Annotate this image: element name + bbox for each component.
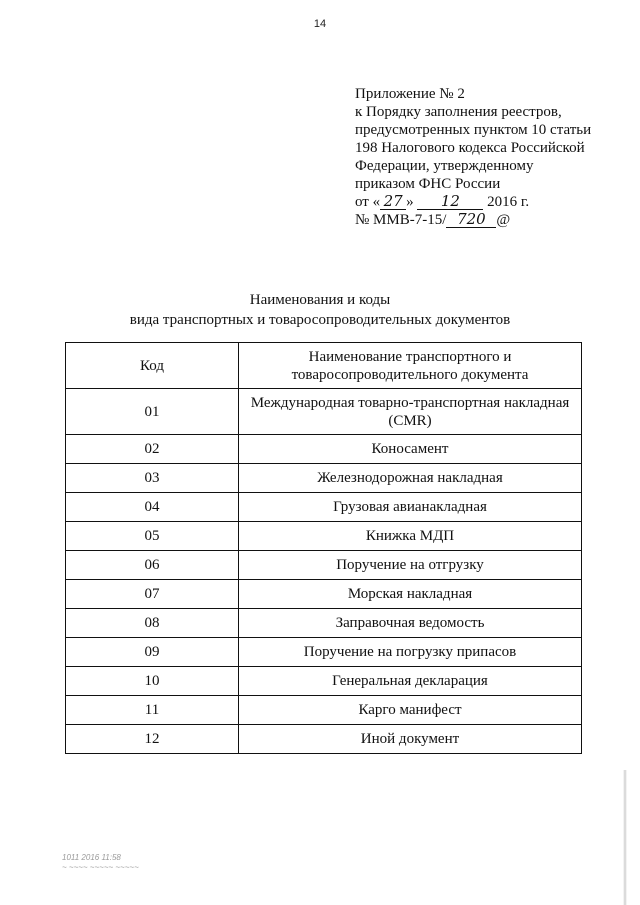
cell-name: Грузовая авианакладная [239,493,582,522]
table-row [66,551,582,580]
codes-table [65,342,582,754]
cell-code: 11 [66,696,239,725]
appendix-order-number [355,211,591,229]
date-year: 2016 г. [487,194,530,210]
table-header-row [66,343,582,389]
table-row [66,667,582,696]
cell-name: Карго манифест [239,696,582,725]
table-row [66,638,582,667]
number-suffix: @ [496,212,511,228]
cell-name: Поручение на отгрузку [239,551,582,580]
page-number: 14 [313,18,327,30]
cell-code: 01 [66,389,239,435]
header-code: Код [66,343,239,389]
cell-code: 05 [66,522,239,551]
header-name-line: товаросопроводительного документа [291,366,529,383]
appendix-line: Федерации, утвержденному [355,158,534,174]
cell-name: Коносамент [239,435,582,464]
cell-code: 03 [66,464,239,493]
appendix-line: к Порядку заполнения реестров, [355,104,562,120]
cell-code: 09 [66,638,239,667]
header-name-line: Наименование транспортного и [308,348,512,365]
cell-name: Иной документ [239,725,582,754]
appendix-line: Приложение № 2 [355,86,465,102]
handwritten-day: 27 [380,193,406,210]
date-mid: » [406,194,414,210]
handwritten-month: 12 [417,193,483,210]
table-row [66,389,582,435]
appendix-block [355,85,591,229]
table-row [66,464,582,493]
cell-code: 10 [66,667,239,696]
handwritten-number: 720 [446,211,496,228]
cell-name: Поручение на погрузку припасов [239,638,582,667]
table-row [66,493,582,522]
cell-code: 08 [66,609,239,638]
cell-name: Железнодорожная накладная [239,464,582,493]
document-title [0,290,640,330]
cell-code: 04 [66,493,239,522]
title-line: вида транспортных и товаросопроводительных документов [129,312,511,328]
faint-registration-stamp: 1​0​1​1 2​0​1​6 1​1​:​5​8 ~ ~~~~ ~~~~~ ~~~~~ [62,853,139,872]
table-row [66,580,582,609]
cell-code: 02 [66,435,239,464]
table-row [66,522,582,551]
appendix-date [355,193,591,211]
cell-code: 07 [66,580,239,609]
cell-name: Заправочная ведомость [239,609,582,638]
number-prefix: № ММВ-7-15/ [355,212,447,228]
cell-name-line: Международная товарно-транспортная накладная [250,394,570,411]
cell-name: Генеральная декларация [239,667,582,696]
appendix-line: 198 Налогового кодекса Российской [355,140,585,156]
table-row [66,725,582,754]
date-prefix: от « [355,194,381,210]
cell-name-line: (CMR) [388,412,432,429]
header-name [239,343,582,389]
cell-code: 12 [66,725,239,754]
appendix-line: предусмотренных пунктом 10 статьи [355,122,592,138]
table-row [66,435,582,464]
appendix-line: приказом ФНС России [355,176,501,192]
title-line: Наименования и коды [249,292,391,308]
table-row [66,609,582,638]
cell-name: Морская накладная [239,580,582,609]
table-row [66,696,582,725]
cell-name: Книжка МДП [239,522,582,551]
scan-edge-shadow [623,770,627,905]
cell-code: 06 [66,551,239,580]
cell-name [239,389,582,435]
